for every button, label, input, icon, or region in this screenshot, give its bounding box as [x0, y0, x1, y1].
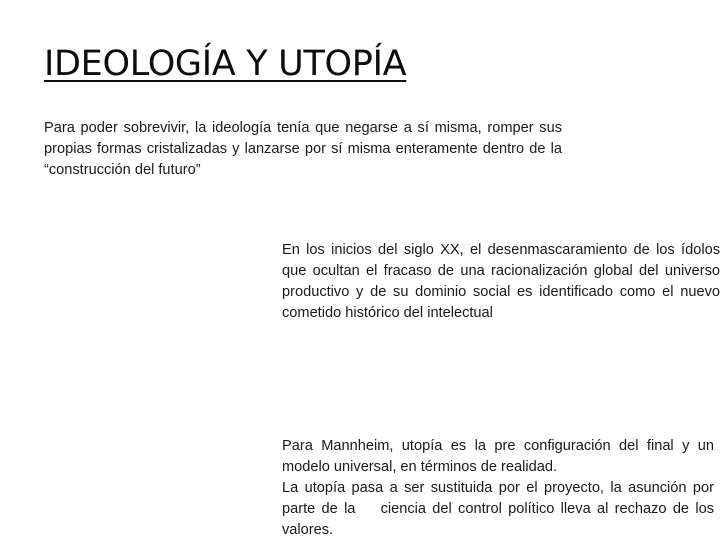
slide-title: IDEOLOGÍA Y UTOPÍA	[44, 44, 407, 84]
siglo-xx-paragraph: En los inicios del siglo XX, el desenmascaramiento de los ídolos que ocultan el fracaso de una racionalización global del universo productivo y de su dominio social es identificado como el nuevo cometido histórico del intelectual	[282, 242, 720, 321]
mannheim-paragraph	[282, 436, 719, 541]
mannheim-line-2: La utopía pasa a ser sustituida por el proyecto, la asunción por parte de la ciencia del control político lleva al rechazo de los valores.	[282, 480, 719, 538]
mannheim-line-1: Para Mannheim, utopía es la pre configuración del final y un modelo universal, en términos de realidad.	[282, 438, 714, 475]
intro-paragraph: Para poder sobrevivir, la ideología tenía que negarse a sí misma, romper sus propias formas cristalizadas y lanzarse por sí misma enteramente dentro de la “construcción del futuro”	[44, 120, 562, 178]
